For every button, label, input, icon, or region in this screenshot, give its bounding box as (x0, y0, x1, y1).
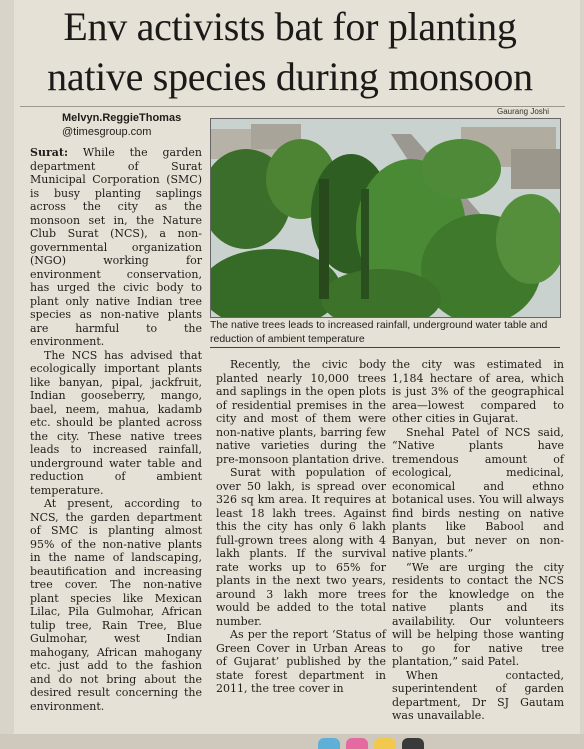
decorative-shape (346, 738, 368, 749)
column-2 (216, 358, 386, 696)
headline-rule (20, 106, 565, 107)
photo-caption: The native trees leads to increased rainfall, underground water table and reduction of ambient temperature (210, 319, 548, 345)
decorative-shape (374, 738, 396, 749)
author-handle: @timesgroup.com (62, 126, 152, 138)
paragraph: “We are urging the city residents to contact the NCS for the knowledge on the native plants and its availability. Our volunteers will be helping those wanting to go for native tree plantation,” said Patel. (392, 560, 564, 668)
paragraph-text: While the garden department of Surat Municipal Corporation (SMC) is busy planting saplings across the city as the monsoon set in, the Nature Club Surat (NCS), a non-governmental organization (NGO) working for environment conservation, has urged the civic body to plant only native Indian tree species as non-native plants are harmful to the environment. (30, 146, 202, 348)
paragraph: Surat with population of over 50 lakh, is spread over 326 sq km area. It requires at least 18 lakh trees. Against this the city has only 6 lakh full-grown trees along with 4 lakh plants. If the survival rate works up to 65% for plants in the next two years, around 3 lakh more trees would be added to the total number. (216, 466, 386, 628)
paragraph: Recently, the civic body planted nearly 10,000 trees and saplings in the open plots of residential premises in the city and most of them were non-native plants, barring few native varieties during the pre-monsoon plantation drive. (216, 358, 386, 466)
paragraph: When contacted, superintendent of garden department, Dr SJ Gautam was unavailable. (392, 668, 564, 722)
paragraph: Snehal Patel of NCS said, “Native plants have tremendous amount of ecological, medicinal, economical and ethno botanical uses. You will always find birds nesting on native plants like Babool and Banyan, but never on non-native plants.” (392, 425, 564, 560)
paragraph: As per the report ‘Status of Green Cover in Urban Areas of Gujarat’ published by the state forest department in 2011, the tree cover in (216, 628, 386, 695)
article-photo (210, 118, 561, 318)
photo-credit: Gaurang Joshi (497, 107, 550, 116)
paragraph (30, 146, 202, 349)
dateline: Surat: (30, 146, 69, 159)
trees-cityscape-image (211, 119, 560, 317)
page-bottom-edge (0, 734, 584, 749)
decorative-shape (402, 738, 424, 749)
column-1 (30, 146, 202, 713)
caption-rule (210, 347, 560, 348)
byline (62, 111, 181, 139)
decorative-shape (318, 738, 340, 749)
paragraph: the city was estimated in 1,184 hectare of area, which is just 3% of the geographical area—lowest compared to other cities in Gujarat. (392, 358, 564, 425)
headline (14, 2, 566, 102)
paragraph: The NCS has advised that ecologically important plants like banyan, pipal, jackfruit, Indian gooseberry, mango, bael, neem, mahua, kadamb etc. should be planted across the city. These native trees leads to increased rainfall, underground water table and reduction of ambient temperature. (30, 348, 202, 497)
column-3 (392, 358, 564, 723)
paragraph: At present, according to NCS, the garden department of SMC is planting almost 95% of the non-native plants in the name of landscaping, beautification and increasing tree cover. The non-native plant species like Mexican Lilac, Pila Gulmohar, African tulip tree, Rain Tree, Blue Gulmohar, west Indian mahogany, African mahogany etc. just add to the fashion and do not bring about the desired result concerning the environment. (30, 497, 202, 713)
headline-line-1: Env activists bat for planting (63, 4, 517, 49)
headline-line-2: native species during monsoon (47, 54, 533, 99)
author-name: Melvyn.ReggieThomas (62, 112, 182, 124)
